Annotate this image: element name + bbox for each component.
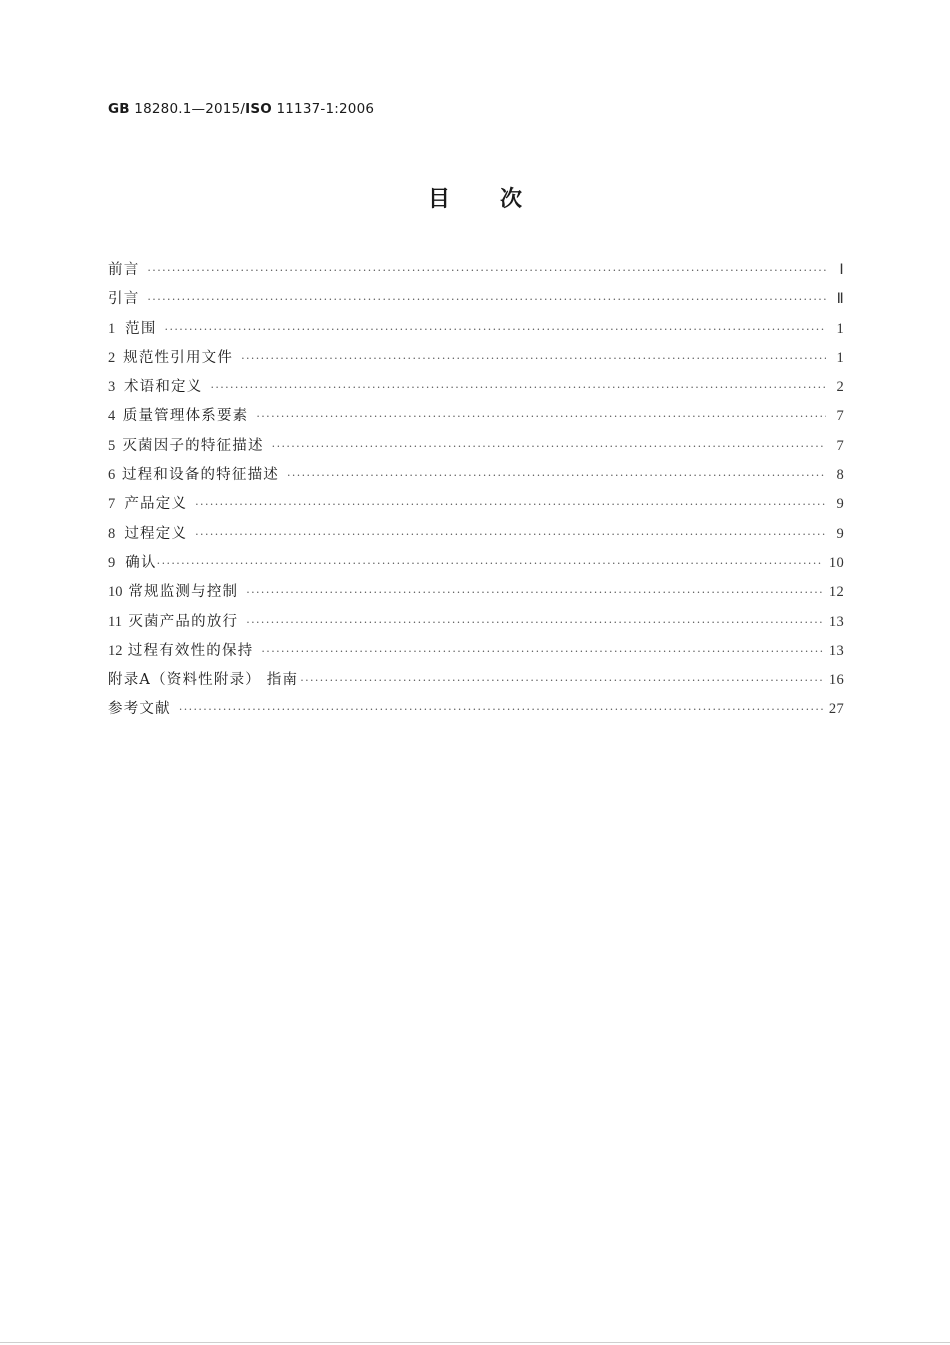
header-code-2: 11137-1:2006	[276, 101, 375, 117]
toc-label: 参考文献	[108, 701, 171, 718]
toc-number: 4	[108, 408, 116, 425]
toc-row-3[interactable]	[108, 375, 844, 404]
toc-leader	[256, 410, 826, 423]
toc-row-1[interactable]	[108, 317, 844, 346]
toc-row-5[interactable]	[108, 434, 844, 463]
toc-row-annex-a[interactable]	[108, 668, 844, 697]
toc-number: 3	[108, 379, 116, 396]
toc-page: 13	[828, 613, 844, 630]
toc-label: 产品定义	[124, 496, 188, 513]
toc-row-11[interactable]	[108, 610, 844, 639]
toc-number: 7	[108, 496, 116, 513]
toc-row-foreword[interactable]	[108, 258, 844, 287]
toc-page: 9	[836, 525, 844, 542]
document-header	[108, 101, 374, 117]
toc-label: 质量管理体系要素	[122, 408, 249, 425]
toc-leader	[147, 293, 826, 306]
toc-leader	[165, 323, 826, 336]
toc-page: 2	[836, 379, 844, 396]
toc-label: 前言	[108, 262, 140, 278]
toc-label: 过程和设备的特征描述	[121, 467, 279, 484]
toc-page: 13	[828, 642, 844, 659]
toc-leader	[210, 381, 826, 394]
toc-number: 11	[108, 613, 122, 630]
toc-row-6[interactable]	[108, 463, 844, 492]
toc-page: 12	[828, 584, 844, 601]
toc-page: 1	[836, 349, 844, 366]
toc-label: 术语和定义	[123, 379, 203, 396]
toc-page: 27	[828, 701, 844, 718]
toc-leader	[195, 498, 826, 511]
toc-number: 5	[108, 437, 116, 454]
toc-number: 12	[108, 642, 123, 659]
toc-page: 9	[836, 496, 844, 513]
toc-label: 引言	[108, 291, 140, 308]
page-bottom-edge	[0, 1342, 950, 1343]
toc-leader	[261, 645, 822, 658]
toc-label: 附录A（资料性附录） 指南	[108, 672, 299, 689]
toc-number: 6	[108, 467, 116, 484]
toc-leader	[246, 586, 823, 599]
toc-label: 过程定义	[124, 525, 188, 542]
toc-label: 灭菌因子的特征描述	[122, 437, 264, 454]
toc-label: 规范性引用文件	[123, 349, 234, 366]
toc-page: 7	[836, 437, 844, 454]
toc-leader	[147, 264, 826, 277]
toc-leader	[179, 703, 823, 716]
toc-leader	[287, 469, 826, 482]
toc-leader	[272, 440, 826, 453]
toc-label: 常规监测与控制	[128, 584, 239, 601]
toc-row-10[interactable]	[108, 580, 844, 609]
header-code-1: 18280.1—2015/	[134, 101, 246, 117]
toc-leader	[246, 616, 823, 629]
toc-row-bibliography[interactable]	[108, 697, 844, 726]
toc-row-7[interactable]	[108, 492, 844, 521]
toc-label: 范围	[125, 320, 157, 337]
toc-number: 8	[108, 525, 116, 542]
toc-page: 10	[828, 554, 844, 571]
toc-row-4[interactable]	[108, 404, 844, 433]
toc-page: 16	[828, 672, 844, 689]
toc-leader	[195, 528, 826, 541]
toc-row-introduction[interactable]	[108, 287, 844, 316]
table-of-contents	[108, 258, 844, 727]
toc-label: 过程有效性的保持	[127, 642, 254, 659]
toc-page: Ⅰ	[839, 262, 844, 278]
page-title: 目次	[427, 187, 572, 212]
toc-number: 9	[108, 554, 116, 571]
toc-page: Ⅱ	[836, 291, 844, 308]
toc-row-12[interactable]	[108, 639, 844, 668]
header-iso: ISO	[245, 101, 272, 117]
toc-page: 1	[836, 320, 844, 337]
toc-leader	[300, 674, 823, 687]
toc-page: 7	[836, 408, 844, 425]
toc-page: 8	[836, 467, 844, 484]
toc-row-9[interactable]	[108, 551, 844, 580]
toc-label: 灭菌产品的放行	[128, 613, 239, 630]
toc-leader	[157, 557, 823, 570]
toc-row-2[interactable]	[108, 346, 844, 375]
toc-leader	[241, 352, 826, 365]
toc-number: 1	[108, 320, 116, 337]
toc-number: 2	[108, 349, 116, 366]
toc-label: 确认	[125, 554, 157, 571]
header-gb: GB	[108, 101, 130, 117]
toc-number: 10	[108, 584, 123, 601]
toc-row-8[interactable]	[108, 522, 844, 551]
